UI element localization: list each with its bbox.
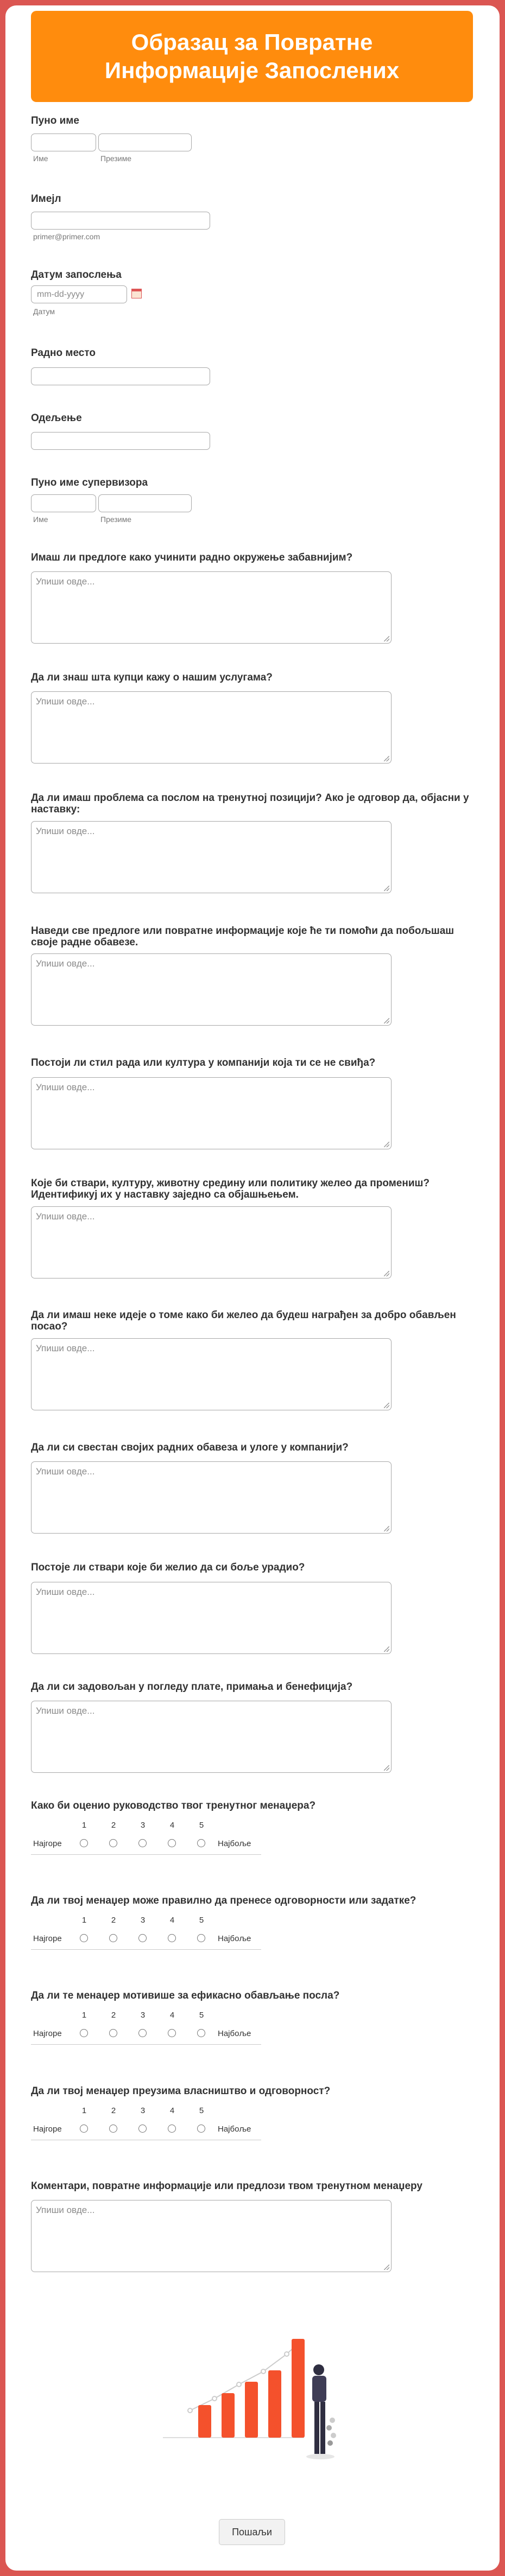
date-sublabel: Датум (33, 307, 55, 316)
full-name-label: Пуно име (31, 115, 79, 126)
resize-handle-icon[interactable] (384, 1765, 389, 1771)
resize-handle-icon[interactable] (384, 1646, 389, 1652)
question-textarea[interactable] (31, 821, 392, 893)
rating-number: 4 (169, 1916, 175, 1925)
last-name-input[interactable] (98, 133, 192, 151)
position-label: Радно место (31, 347, 96, 359)
rating-number: 1 (81, 2011, 87, 2020)
question-label: Да ли си задовољан у погледу плате, примања и бенефиција? (31, 1681, 353, 1693)
question-label: Да ли имаш неке идеје о томе како би желео да будеш награђен за добро обављен посао? (31, 1309, 456, 1332)
textarea-placeholder: Упиши овде... (36, 1466, 95, 1477)
submit-button[interactable]: Пошаљи (219, 2519, 285, 2545)
rating-number: 2 (111, 1821, 116, 1830)
rating-high-label: Најбоље (218, 2029, 251, 2038)
rating-number: 2 (111, 2106, 116, 2115)
textarea-placeholder: Упиши овде... (36, 1211, 95, 1222)
resize-handle-icon[interactable] (384, 1526, 389, 1531)
rating-radio[interactable] (109, 1934, 117, 1942)
rating-number: 3 (140, 1916, 146, 1925)
rating-high-label: Најбоље (218, 2125, 251, 2134)
rating-high-label: Најбоље (218, 1839, 251, 1848)
rating-number: 4 (169, 2011, 175, 2020)
supervisor-last-sublabel: Презиме (100, 515, 131, 524)
rating-radio[interactable] (138, 1934, 147, 1942)
rating-number: 3 (140, 2011, 146, 2020)
rating-number: 4 (169, 1821, 175, 1830)
question-label: Да ли знаш шта купци кажу о нашим услугама? (31, 672, 273, 683)
rating-radio[interactable] (168, 1839, 176, 1847)
department-input[interactable] (31, 432, 210, 450)
rating-label: Да ли твој менаџер може правилно да пренесе одговорности или задатке? (31, 1895, 416, 1906)
rating-radio[interactable] (109, 1839, 117, 1847)
question-label: Да ли си свестан својих радних обавеза и улоге у компанији? (31, 1442, 349, 1453)
question-label: Наведи све предлоге или повратне информације које ће ти помоћи да побољшаш своје радне обавезе. (31, 925, 454, 948)
rating-radio[interactable] (138, 2029, 147, 2037)
growth-chart-illustration (157, 2312, 353, 2475)
rating-scale (31, 2011, 261, 2045)
rating-label: Како би оценио руководство твог тренутног менаџера? (31, 1800, 316, 1811)
question-textarea[interactable] (31, 1461, 392, 1534)
resize-handle-icon[interactable] (384, 1018, 389, 1023)
rating-number: 5 (199, 2011, 204, 2020)
rating-radio[interactable] (168, 2029, 176, 2037)
form-header (31, 11, 473, 102)
rating-low-label: Најгоре (33, 2125, 62, 2134)
rating-low-label: Најгоре (33, 1839, 62, 1848)
rating-scale (31, 1916, 261, 1950)
calendar-icon[interactable] (131, 289, 142, 298)
rating-radio[interactable] (109, 2125, 117, 2133)
resize-handle-icon[interactable] (384, 2265, 389, 2270)
rating-scale (31, 1821, 261, 1855)
resize-handle-icon[interactable] (384, 886, 389, 891)
rating-number: 1 (81, 2106, 87, 2115)
rating-number: 4 (169, 2106, 175, 2115)
rating-radio[interactable] (80, 2029, 88, 2037)
rating-high-label: Најбоље (218, 1934, 251, 1943)
comments-label: Коментари, повратне информације или предлози твом тренутном менаџеру (31, 2180, 422, 2192)
question-textarea[interactable] (31, 1701, 392, 1773)
textarea-placeholder: Упиши овде... (36, 1587, 95, 1597)
rating-radio[interactable] (80, 2125, 88, 2133)
supervisor-first-input[interactable] (31, 494, 96, 512)
resize-handle-icon[interactable] (384, 1142, 389, 1147)
textarea-placeholder: Упиши овде... (36, 1343, 95, 1353)
rating-radio[interactable] (197, 2125, 205, 2133)
rating-number: 2 (111, 1916, 116, 1925)
rating-radio[interactable] (80, 1839, 88, 1847)
question-textarea[interactable] (31, 1338, 392, 1410)
position-input[interactable] (31, 367, 210, 385)
rating-number: 5 (199, 1916, 204, 1925)
resize-handle-icon[interactable] (384, 636, 389, 641)
question-textarea[interactable] (31, 1206, 392, 1279)
rating-radio[interactable] (197, 2029, 205, 2037)
rating-number: 3 (140, 2106, 146, 2115)
textarea-placeholder: Упиши овде... (36, 826, 95, 836)
rating-radio[interactable] (138, 2125, 147, 2133)
rating-number: 1 (81, 1916, 87, 1925)
email-label: Имејл (31, 193, 61, 205)
textarea-placeholder: Упиши овде... (36, 1706, 95, 1716)
supervisor-last-input[interactable] (98, 494, 192, 512)
rating-number: 2 (111, 2011, 116, 2020)
comments-textarea[interactable] (31, 2200, 392, 2272)
employment-date-input[interactable] (31, 285, 127, 303)
supervisor-first-sublabel: Име (33, 515, 48, 524)
rating-label: Да ли твој менаџер преузима власништво и одговорност? (31, 2085, 331, 2097)
question-label: Постоје ли ствари које би желио да си боље урадио? (31, 1562, 305, 1573)
form-title: Образац за Повратне Информације Запослених (104, 29, 400, 83)
rating-label: Да ли те менаџер мотивише за ефикасно обављање посла? (31, 1990, 340, 2001)
rating-low-label: Најгоре (33, 2029, 62, 2038)
resize-handle-icon[interactable] (384, 756, 389, 761)
rating-radio[interactable] (138, 1839, 147, 1847)
textarea-placeholder: Упиши овде... (36, 958, 95, 969)
rating-radio[interactable] (80, 1934, 88, 1942)
textarea-placeholder: Упиши овде... (36, 576, 95, 587)
rating-scale (31, 2106, 261, 2140)
rating-radio[interactable] (197, 1934, 205, 1942)
rating-number: 5 (199, 2106, 204, 2115)
rating-radio[interactable] (197, 1839, 205, 1847)
date-placeholder: mm-dd-yyyy (37, 290, 85, 299)
employment-date-label: Датум запослења (31, 269, 122, 281)
question-label: Које би ствари, културу, животну средину или политику желео да промениш? Идентификуј их у наставку заједно са објашњењем. (31, 1178, 430, 1200)
email-input[interactable] (31, 212, 210, 230)
textarea-placeholder: Упиши овде... (36, 696, 95, 707)
rating-radio[interactable] (168, 1934, 176, 1942)
email-sublabel: primer@primer.com (33, 232, 100, 241)
form-card (5, 5, 500, 2571)
resize-handle-icon[interactable] (384, 1403, 389, 1408)
first-name-input[interactable] (31, 133, 96, 151)
question-textarea[interactable] (31, 1077, 392, 1149)
textarea-placeholder: Упиши овде... (36, 2205, 95, 2215)
last-name-sublabel: Презиме (100, 154, 131, 163)
first-name-sublabel: Име (33, 154, 48, 163)
question-textarea[interactable] (31, 691, 392, 764)
question-label: Да ли имаш проблема са послом на тренутној позицији? Ако је одговор да, објасни у наставку: (31, 792, 469, 815)
question-label: Имаш ли предлоге како учинити радно окружење забавнијим? (31, 552, 353, 563)
rating-number: 1 (81, 1821, 87, 1830)
rating-radio[interactable] (109, 2029, 117, 2037)
rating-radio[interactable] (168, 2125, 176, 2133)
rating-number: 3 (140, 1821, 146, 1830)
question-textarea[interactable] (31, 1582, 392, 1654)
resize-handle-icon[interactable] (384, 1271, 389, 1276)
question-textarea[interactable] (31, 953, 392, 1026)
textarea-placeholder: Упиши овде... (36, 1082, 95, 1092)
rating-low-label: Најгоре (33, 1934, 62, 1943)
rating-number: 5 (199, 1821, 204, 1830)
question-textarea[interactable] (31, 571, 392, 644)
department-label: Одељење (31, 412, 82, 424)
question-label: Постоји ли стил рада или култура у компанији која ти се не свиђа? (31, 1057, 376, 1068)
supervisor-label: Пуно име супервизора (31, 477, 148, 488)
